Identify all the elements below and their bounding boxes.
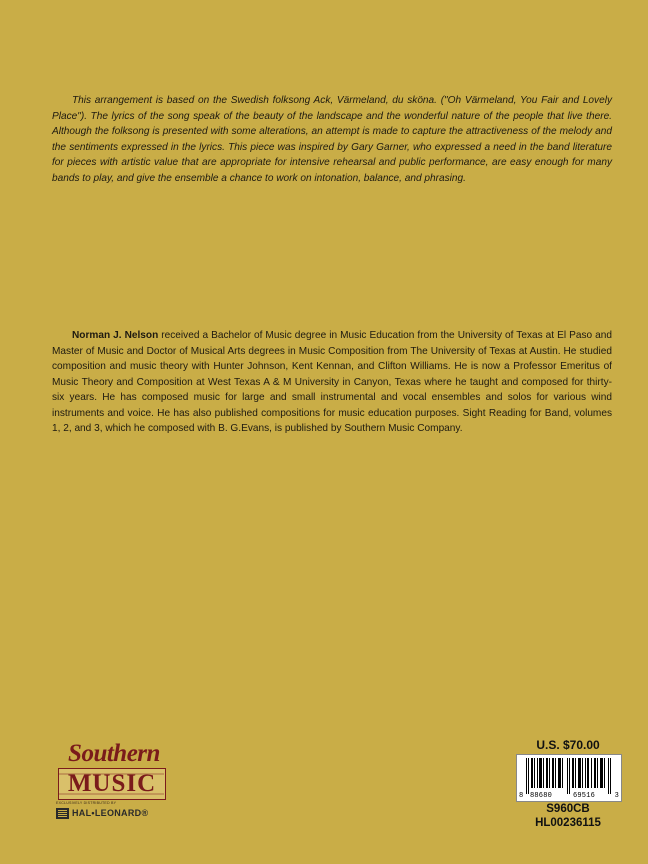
logo-southern-text: Southern [68,740,160,767]
price-label: U.S. $70.00 [536,738,600,752]
composer-biography [52,328,612,437]
composer-name: Norman J. Nelson [72,330,159,342]
barcode-digits-left: 88680 [530,792,553,800]
barcode-digit-trail: 3 [614,792,619,800]
barcode [516,754,622,802]
southern-music-logo [52,740,176,826]
hal-leonard-logo [56,807,148,819]
hal-leonard-item-number: HL00236115 [535,817,601,829]
logo-music-text: MUSIC [67,770,157,797]
hal-leonard-text: HAL•LEONARD® [72,808,149,818]
composer-bio-text: received a Bachelor of Music degree in Music Education from the University of Texas at El Paso and Master of Music and Doctor of Musical Arts degrees in Music Composition from The University of Texas at Austin. He studied composition and music theory with Hunter Johnson, Kent Kennan, and Clifton Williams. He is now a Professor Emeritus of Music Theory and Composition at West Texas A & M University in Canyon, Texas where he taught and composed for thirty-six years. He has composed music for large and small instrumental and vocal ensembles and solos for various wind instruments and voice. He has also published compositions for music education purposes. Sight Reading for Band, volumes 1, 2, and 3, which he composed with B. G.Evans, is published by Southern Music Company. [52,330,612,435]
arrangement-description: This arrangement is based on the Swedish folksong Ack, Värmeland, du sköna. ("Oh Värmeland, You Fair and Lovely Place"). The lyrics of the song speak of the beauty of the landscape and the wonderful nature of the people that live there. Although the folksong is presented with some alterations, an attempt is made to capture the attractiveness of the melody and the sentiments expressed in the lyrics. This piece was inspired by Gary Garner, who expressed a need in the band literature for pieces with artistic value that are appropriate for intensive rehearsal and public performance, are easy enough for many bands to play, and give the ensemble a chance to work on intonation, balance, and phrasing. [52,95,612,184]
distributed-by-text: EXCLUSIVELY DISTRIBUTED BY [56,801,117,805]
barcode-digits-right: 69516 [573,792,596,800]
music-staff-icon [58,768,166,800]
hal-leonard-mark-icon [56,808,69,819]
product-code: S960CB [546,803,590,815]
barcode-digit-lead: 8 [519,792,524,800]
